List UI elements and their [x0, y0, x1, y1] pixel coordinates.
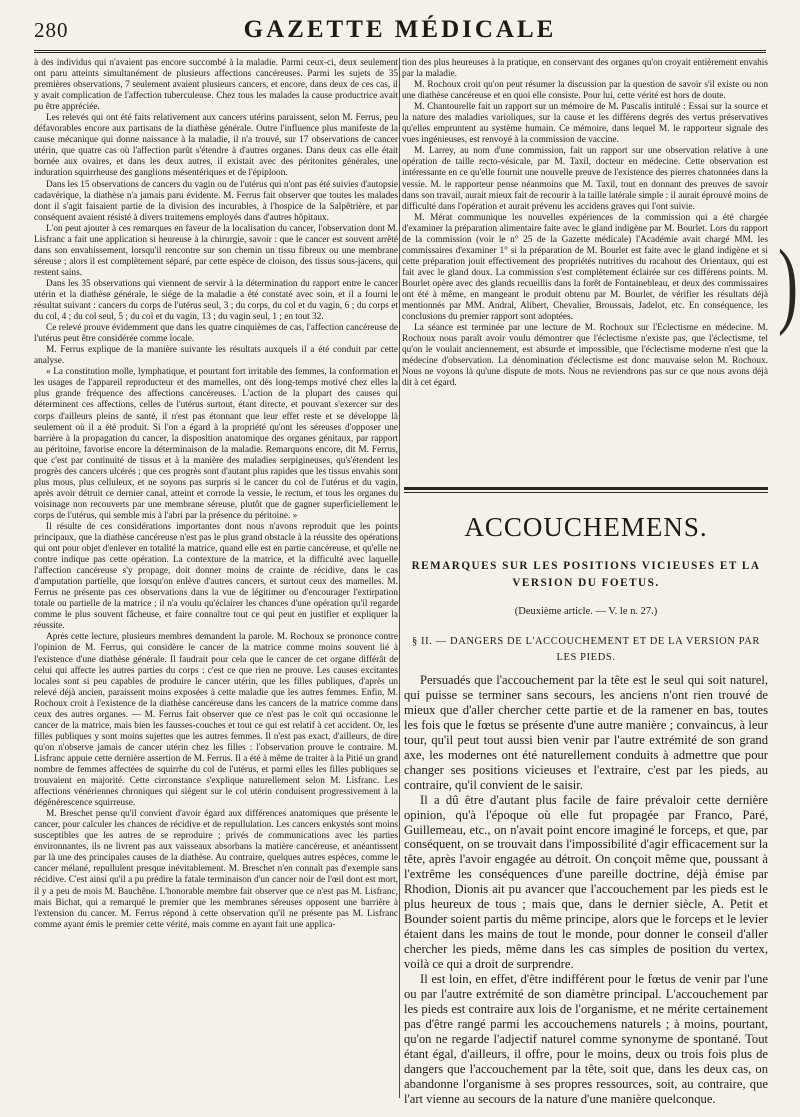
subsection-heading: § II. — DANGERS DE L'ACCOUCHEMENT ET DE LA VERSION PAR LES PIEDS. [411, 636, 761, 663]
section-rule [404, 487, 768, 490]
paragraph: Il résulte de ces considérations importantes dont nous n'avons reproduit que les points principaux, que la diathèse cancéreuse n'est pas le plus grand obstacle à la réussite des opérations qui ont pour objet d'enlever en totalité la matrice, quand elle est en partie cancéreuse, et qu'elle ne contre indique pas cette opération. La contexture de la matrice, et la difficulté avec laquelle l'affection cancéreuse s'y propage, doit donner moins de crainte de récidive, dans le cas d'amputation partielle, que lorsqu'on enlève d'autres cancers, et surtout ceux des mamelles. M. Ferrus ne présente pas ces observations dans la vue de légitimer ou d'encourager l'extirpation totale ou partielle de la matrice ; il n'a voulu qu'éclairer les chances d'une opération qu'il regarde comme le plus souvent fâcheuse, et faire connaître tout ce qui peut en justifier et expliquer la réussite. [34, 521, 398, 632]
paragraph: Dans les 35 observations qui viennent de servir à la détermination du rapport entre le cancer utérin et la diathèse générale, le siége de la maladie a été constaté avec soin, et il a fourni le résultat suivant : cancers du corps de l'utérus seul, 3 ; du corps, du col et du vagin, 6 ; du corps et du col, 4 ; du col seul, 5 ; du col et du vagin, 13 ; du vagin seul, 1 ; en tout 32. [34, 278, 398, 323]
paragraph: « La constitution molle, lymphatique, et pourtant fort irritable des femmes, la conformation et les usages de l'appareil reproducteur et des mamelles, ont dès long-temps motivé chez elles la plus grande fréquence des affections cancéreuses. L'action de la plupart des causes qui déterminent ces affections, celles de l'utérus surtout, étant directe, et pouvant s'exercer sur des corps d'ailleurs pleins de santé, il n'est pas étonnant que leur effet reste et se développe là seulement où il a été produit. Si l'on a égard à la propriété qu'ont les séreuses d'opposer une barrière à la propagation du cancer, la disposition anatomique des organes génitaux, par rapport au péritoine, favorise encore la déterminaison de la maladie. Remarquons encore, dit M. Ferrus, que c'est par continuité de tissus et à la manière des maladies serpigineuses, qu's'étendent les progrès des cancers ulcérés ; que ces progrès sont d'autant plus rapides que les tissus envahis sont plus mous, plus celluleux, et ne soyons pas surpris si le cancer du col de l'utérus et du vagin, après avoir détruit ce dernier canal, atteint et corrode la vessie, le rectum, et tous les organes du voisinage non recouverts par une membrane séreuse, plutôt que de gagner superficiellement le corps de l'utérus, qui semble mis à l'abri par la présence du péritoine. » [34, 367, 398, 521]
paragraph: M. Chantourelle fait un rapport sur un mémoire de M. Pascalis intitulé : Essai sur la source et la nature des maladies varioliques, sur la cause et les différens degrés des vertus préservatives qu'elles empruntent au système humain. Ce mémoire, dans lequel M. le rapporteur signale des vues ingénieuses, est renvoyé à la commission de vaccine. [402, 102, 768, 146]
paragraph: Ce relevé prouve évidemment que dans les quatre cinquièmes de cas, l'affection cancéreuse de l'utérus peut être considérée comme locale. [34, 323, 398, 345]
section-rule-thin [404, 492, 768, 493]
article-subtitle: REMARQUES SUR LES POSITIONS VICIEUSES ET LA VERSION DU FOETUS. [411, 560, 761, 589]
paragraph: Après cette lecture, plusieurs membres demandent la parole. M. Rochoux se prononce contre l'opinion de M. Ferrus, qui considère le cancer de la matrice comme moins souvent lié à l'existence d'une diathèse générale. Il faudrait pour cela que le cancer de cet organe différât de celui qui affecte les autres parties du corps : c'est ce que rien ne prouve. Les causes excitantes locales sont si peu capables de produire le cancer utérin, que les filles publiques, d'après un relevé déjà ancien, paraissent moins exposées à cette maladie que les autres femmes. Enfin, M. Rochoux croit à l'existence de la diathèse cancéreuse dans les cancers de la matrice comme dans ceux des autres organes. — M. Ferrus fait observer que ce n'est pas le coït qui occasionne le cancer de la matrice, mais bien les fausses-couches et tout ce qui est relatif à cet accident. Or, les filles publiques y sont moins sujettes que les autres femmes. Il n'est pas exact, d'ailleurs, de dire qu'on n'observe jamais de cancer utérin chez les filles : l'observation prouve le contraire. M. Lisfranc appuie cette dernière assertion de M. Ferrus. Il a été à même de traiter à la Pitié un grand nombre de femmes affectées de squirrhe du col de l'utérus, et parmi elles les filles publiques se trouvaient en majorité. Cette circonstance s'explique naturellement selon M. Lisfranc. Les affections vénériennes chroniques qui siégent sur le col utérin conduisent progressivement à la dégénérescence squirreuse. [34, 632, 398, 809]
paragraph: M. Breschet pense qu'il convient d'avoir égard aux différences anatomiques que présente le cancer, pour calculer les chances de récidive et de repullulation. Les cancers enkystés sont moins susceptibles que les autres de se reproduire ; privés de communications avec les parties environnantes, ils ne livrent pas aux vaisseaux absorbans la matière cancéreuse, et anéantissent par là une des principales causes de la diathèse. Au contraire, quelques autres espèces, comme le cancer mélané, repullulent presque inévitablement. M. Breschet n'en connaît pas d'exemple sans récidive. C'est ainsi qu'il a pu prédire la fatale terminaison d'un cancer noir de l'œil dont est mort, il y a peu de mois M. Bauchêne. L'honorable membre fait observer que ce n'est pas M. Lisfranc, mais Bichat, qui a remarqué le premier que les membranes séreuses opposent une barrière à l'extension du cancer. M. Ferrus répond à cette observation qu'il ne présente pas M. Lisfranc comme ayant émis le premier cette vérité, mais comme en ayant fait une applica- [34, 809, 398, 930]
paragraph: M. Larrey, au nom d'une commission, fait un rapport sur une observation relative à une opération de taille recto-vésicale, par M. Taxil, docteur en médecine. Cette observation est intéressante en ce qu'elle fournit une nouvelle preuve de l'existence des pierres chatonnées dans la vessie. M. le rapporteur pense néanmoins que M. Taxil, tout en donnant des preuves de savoir dans son travail, aurait mieux fait de recourir à la taille latérale simple : il aurait éprouvé moins de difficulté dans l'opération et aurait prévenu les accidens graves qui l'ont suivie. [402, 146, 768, 212]
paragraph: Les relevés qui ont été faits relativement aux cancers utérins paraissent, selon M. Ferrus, peu défavorables encore aux partisans de la diathèse générale. Outre l'influence plus manifeste de la cause mécanique qui donne naissance à la maladie, il n'a trouvé, sur 17 observations de cancer utérin, que quatre cas où l'affection parût s'étendre à d'autres organes. Dans deux cas elle était bornée aux ovaires, et dans les deux autres, il existait avec des péritonites générales, une induration squirrheuse des ganglions mésentériques et de l'épiploon. [34, 113, 398, 179]
page-number: 280 [34, 18, 69, 42]
paragraph: Il a dû être d'autant plus facile de faire prévaloir cette dernière opinion, qu'à l'époque où elle fut propagée par Franco, Paré, Guillemeau, etc., on n'avait point encore imaginé le forceps, et que, par conséquent, on se trouvait dans l'impossibilité d'agir efficacement sur la tête, après l'avoir engagée au détroit. On conçoit même que, poussant à l'extrême les conséquences d'une pareille doctrine, déjà émise par Rhodion, Dionis ait pu avancer que l'accouchement par les pieds est le plus heureux de tous ; mais que, dans le dernier siècle, A. Petit et Bounder soient partis du même principe, alors que le forceps et le levier étaient dans les mains de tout le monde, pour donner le conseil d'aller chercher les pieds, même dans les cas simples de position du vertex, voilà ce qui a droit de surprendre. [404, 792, 768, 972]
paragraph: La séance est terminée par une lecture de M. Rochoux sur l'Eclectisme en médecine. M. Rochoux nous paraît avoir voulu démontrer que l'éclectisme n'existe pas, que l'éclectisme, tel qu'on le voulait anciennement, est absurde et impossible, que l'éclectisme moderne n'est que la médecine d'observation. La dénomination d'éclectisme est donc mauvaise selon M. Rochoux. Nous ne voyons là qu'une dispute de mots. Nous ne reviendrons pas sur ce que nous avons déjà dit à cet égard. [402, 323, 768, 389]
paragraph: M. Rochoux croit qu'on peut résumer la discussion par la question de savoir s'il existe ou non une diathèse cancéreuse et en quoi elle consiste. Pour lui, cette vérité est hors de doute. [402, 80, 768, 102]
right-column-top [402, 58, 768, 480]
paragraph: à des individus qui n'avaient pas encore succombé à la maladie. Parmi ceux-ci, deux seulement ont paru atteints simultanément de plusieurs affections cancéreuses. Parmi les sujets de 35 premières observations, 7 seulement avaient plusieurs cancers, et encore, dans deux de ces cas, il y avait complication de l'affection tuberculeuse. Chez tous les malades la cause productrice avait pu être appréciée. [34, 58, 398, 113]
left-column [34, 58, 398, 1098]
margin-bracket-mark: ) [778, 230, 798, 337]
article-note: (Deuxième article. — V. le n. 27.) [514, 606, 658, 617]
paragraph: M. Mérat communique les nouvelles expériences de la commission qui a été chargée d'examiner la préparation alimentaire faite avec le gland indigène par M. Bourlet. Lors du rapport de la commission (voir le n° 25 de la Gazette médicale) l'Académie avait chargé MM. les commissaires d'examiner 1° si la préparation de M. Bourlet est faite avec le gland indigène et si cette préparation jouit effectivement des propriétés nutritives du racahout des Orientaux, qui est fait avec le gland doux. La commission s'est complètement éclairée sur ces différens points. M. Bourlet opère avec des glands recueillis dans la forêt de Fontainebleau, et deux des commissaires ont été à même, en mangeant le produit obtenu par M. Bourlet, de vérifier les résultats déjà mentionnés par MM. Andral, Alibert, Chevalier, Broussais, Jadelot, etc. En conséquence, les conclusions du premier rapport sont adoptées. [402, 212, 768, 323]
journal-title: GAZETTE MÉDICALE [243, 16, 557, 43]
paragraph: Dans les 15 observations de cancers du vagin ou de l'utérus qui n'ont pas été suivies d'autopsie cadavérique, la diathèse n'a jamais paru évidente. M. Ferrus fait observer que toutes les malades dont il s'agit faisaient partie de la division des incurables, à l'hospice de la Salpêtrière, et par conséquent avaient résisté à divers traitemens employés dans d'autres hôpitaux. [34, 179, 398, 223]
paragraph: L'on peut ajouter à ces remarques en faveur de la localisation du cancer, l'observation dont M. Lisfranc a fait une application si heureuse à la chirurgie, savoir : que le cancer est souvent arrêté dans son envahissement, lorsqu'il rencontre sur son chemin un tissu fibreux ou une membrane séreuse ; alors il est complètement séparé, par cette espèce de cloison, des tissus sous-jacens, qui restent sains. [34, 223, 398, 278]
paragraph: Persuadés que l'accouchement par la tête est le seul qui soit naturel, qui puisse se terminer sans secours, les anciens n'ont rien trouvé de mieux que d'aller chercher cette partie et de la ramener en bas, toutes les fois que le fœtus se présente d'une autre manière ; convaincus, à leur tour, qu'il peut tout aussi bien venir par l'autre extrémité de son grand axe, les modernes ont été naturellement conduits à admettre que pour changer ses positions vicieuses et l'extraire, c'est par les pieds, au contraire, qu'il convient de le saisir. [404, 673, 768, 792]
section-title: ACCOUCHEMENS. [464, 512, 708, 542]
page-header [34, 14, 766, 48]
paragraph: tion des plus heureuses à la pratique, en conservant des organes qu'on croyait entièrement envahis par la maladie. [402, 58, 768, 80]
paragraph: M. Ferrus explique de la manière suivante les résultats auxquels il a été conduit par cette analyse. [34, 345, 398, 367]
paragraph: Il est loin, en effet, d'être indifférent pour le fœtus de venir par l'une ou par l'autre extrémité de son diamètre principal. L'accouchement par les pieds est contraire aux lois de l'organisme, et ne mérite certainement pas d'être rangé parmi les accouchemens naturels ; à moins, pourtant, qu'on ne regarde l'adjectif naturel comme synonyme de spontané. Tout étant égal, d'ailleurs, il offre, pour le moins, deux ou trois fois plus de dangers que l'accouchement par la tête, soit que, dans les deux cas, on abandonne l'organisme à ses propres ressources, soit, au contraire, que l'art vienne au secours de la nature d'une manière quelconque. [404, 972, 768, 1106]
column-divider [399, 58, 400, 1098]
article-body [404, 673, 768, 1106]
header-rule [34, 50, 766, 55]
